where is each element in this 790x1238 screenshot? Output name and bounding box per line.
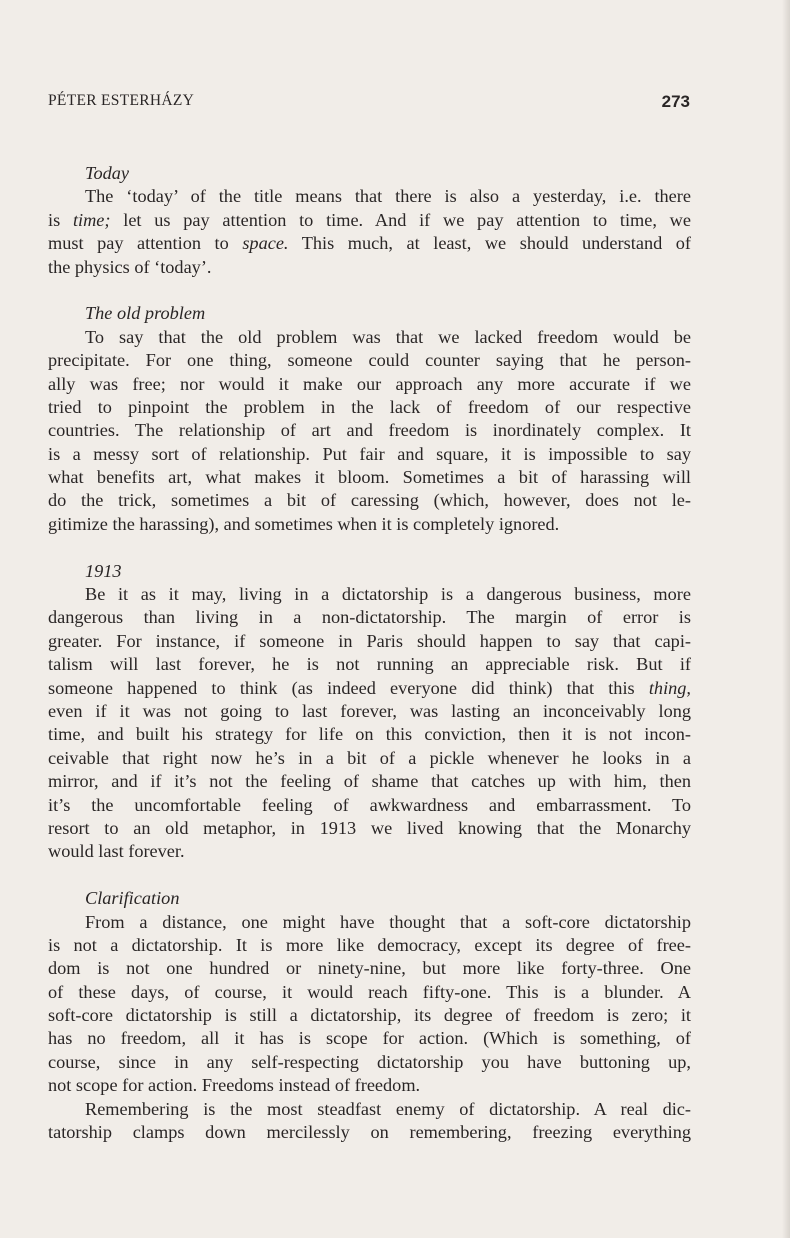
section-gap — [48, 864, 691, 887]
page-number: 273 — [661, 92, 690, 111]
text-line: has no freedom, all it has is scope for action. (Which is something, of — [48, 1028, 691, 1049]
italic-word: space. — [242, 233, 289, 254]
text-line: even if it was not going to last forever, was lasting an inconceivably long — [48, 700, 691, 721]
section-heading: Today — [85, 163, 130, 183]
running-header — [48, 92, 690, 114]
section-heading: The old problem — [85, 303, 206, 324]
text-line: soft-core dictatorship is still a dictatorship, its degree of freedom is zero; it — [48, 1005, 691, 1026]
text-line: talism will last forever, he is not running an appreciable risk. But if — [48, 654, 691, 675]
text-line: of these days, of course, it would reach fifty-one. This is a blunder. A — [48, 981, 691, 1002]
text-line: ally was free; nor would it make our approach any more accurate if we — [48, 373, 691, 394]
text-line: is a messy sort of relationship. Put fair and square, it is impossible to say — [48, 443, 691, 464]
text-line: is not a dictatorship. It is more like democracy, except its degree of free- — [48, 934, 691, 955]
text-line: ceivable that right now he’s in a bit of a pickle whenever he looks in a — [48, 747, 691, 768]
text-line: tatorship clamps down mercilessly on remembering, freezing everything — [48, 1122, 691, 1143]
running-head-author: PÉTER ESTERHÁZY — [48, 92, 195, 109]
text-line: dangerous than living in a non-dictatorship. The margin of error is — [48, 607, 691, 628]
text-line: must pay attention to space. This much, at least, we should understand of — [48, 233, 691, 254]
text-line: gitimize the harassing), and sometimes when it is completely ignored. — [48, 513, 560, 534]
text-line: resort to an old metaphor, in 1913 we lived knowing that the Monarchy — [48, 817, 691, 838]
text-line: would last forever. — [48, 841, 185, 862]
text-line: the physics of ‘today’. — [48, 256, 212, 277]
text-line: dom is not one hundred or ninety-nine, but more like forty-three. One — [48, 958, 691, 979]
section-gap — [48, 279, 691, 302]
text-line: Be it as it may, living in a dictatorship is a dangerous business, more — [85, 584, 691, 605]
italic-word: thing, — [648, 677, 691, 698]
italic-word: time; — [72, 209, 111, 230]
text-line: course, since in any self-respecting dictatorship you have buttoning up, — [48, 1051, 691, 1072]
section-heading: 1913 — [85, 560, 122, 581]
body-text — [48, 162, 691, 1144]
text-line: The ‘today’ of the title means that there is also a yesterday, i.e. there — [85, 186, 691, 207]
text-line: precipitate. For one thing, someone could counter saying that he person- — [48, 350, 691, 371]
page-edge — [782, 0, 790, 1238]
section-heading: Clarification — [85, 888, 180, 909]
text-line: From a distance, one might have thought that a soft-core dictatorship — [85, 911, 691, 932]
text-line: is time; let us pay attention to time. And if we pay attention to time, we — [48, 209, 691, 230]
text-line: To say that the old problem was that we lacked freedom would be — [85, 326, 691, 347]
text-line: countries. The relationship of art and freedom is inordinately complex. It — [48, 420, 691, 441]
text-line: not scope for action. Freedoms instead of freedom. — [48, 1075, 421, 1096]
text-line: do the trick, sometimes a bit of caressing (which, however, does not le- — [48, 490, 691, 511]
text-line: it’s the uncomfortable feeling of awkwardness and embarrassment. To — [48, 794, 691, 815]
text-line: what benefits art, what makes it bloom. Sometimes a bit of harassing will — [48, 467, 691, 488]
text-line: someone happened to think (as indeed everyone did think) that this thing, — [48, 677, 691, 698]
text-line: tried to pinpoint the problem in the lack of freedom of our respective — [48, 396, 691, 417]
text-line: Remembering is the most steadfast enemy of dictatorship. A real dic- — [85, 1098, 691, 1119]
section-gap — [48, 536, 691, 559]
text-line: time, and built his strategy for life on this conviction, then it is not incon- — [48, 724, 691, 745]
text-line: greater. For instance, if someone in Paris should happen to say that capi- — [48, 630, 691, 651]
text-line: mirror, and if it’s not the feeling of shame that catches up with him, then — [48, 771, 691, 792]
